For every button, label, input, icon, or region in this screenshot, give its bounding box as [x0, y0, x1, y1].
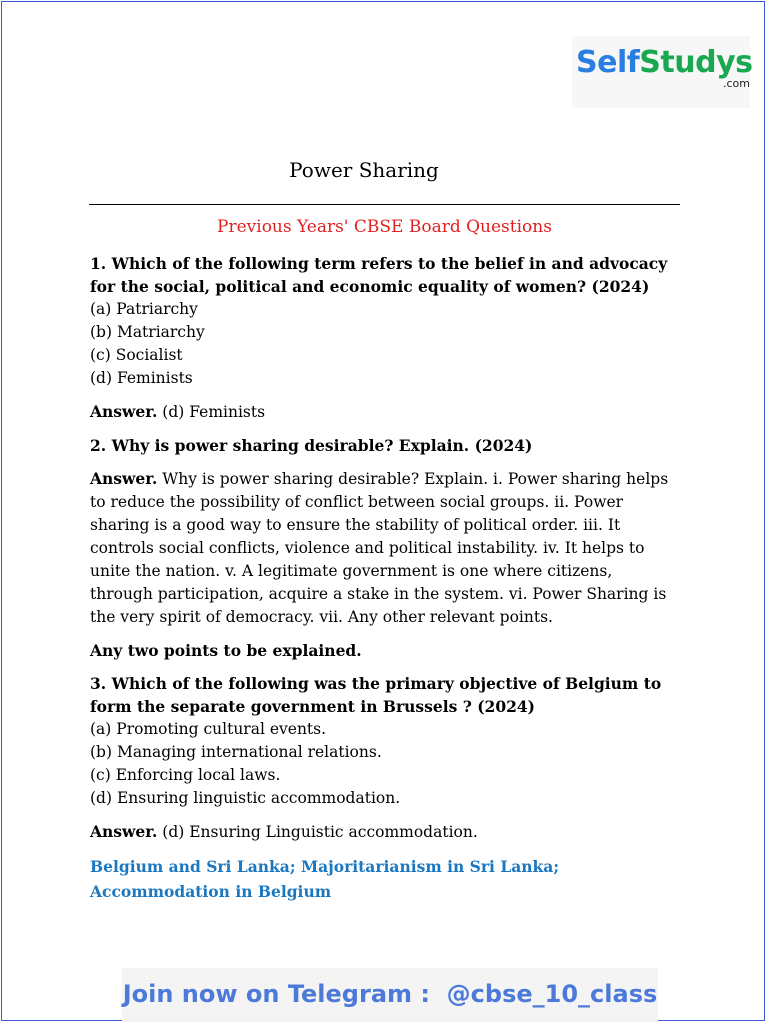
question-2-note: Any two points to be explained. [90, 641, 362, 660]
answer-label: Answer. [90, 469, 158, 488]
logo-part-self: Self [576, 45, 640, 80]
answer-label: Answer. [90, 822, 158, 841]
question-3-option-b: (b) Managing international relations. [90, 743, 382, 761]
question-1-option-c: (c) Socialist [90, 346, 183, 364]
page-title: Power Sharing [289, 158, 439, 182]
topic-link[interactable]: Belgium and Sri Lanka; Majoritarianism in Sri Lanka; Accommodation in Belgium [90, 857, 560, 901]
logo-tld: .com [723, 77, 750, 90]
section-heading: Previous Years' CBSE Board Questions [217, 217, 552, 237]
answer-text: (d) Ensuring Linguistic accommodation. [157, 823, 478, 841]
question-1-answer [90, 400, 680, 424]
question-3-option-c: (c) Enforcing local laws. [90, 766, 281, 784]
telegram-banner[interactable] [122, 968, 658, 1022]
title-divider [89, 204, 680, 205]
question-1: 1. Which of the following term refers to the belief in and advocacy for the social, political and economic equality of women? (2024) [90, 254, 668, 296]
question-list [90, 252, 680, 904]
selfstudys-logo[interactable] [572, 36, 753, 108]
question-2-answer [90, 467, 680, 629]
answer-text: Why is power sharing desirable? Explain. i. Power sharing helps to reduce the possibility of conflict between social groups. ii. Power sharing is a good way to ensure the stability of political order. iii. It controls social conflicts, violence and political instability. iv. It helps to unite the nation. v. A legitimate government is one where citizens, through participation, acquire a stake in the system. vi. Power Sharing is the very spirit of democracy. vii. Any other relevant points. [90, 470, 669, 626]
question-1-option-b: (b) Matriarchy [90, 323, 205, 341]
question-1-option-a: (a) Patriarchy [90, 300, 198, 318]
telegram-join-text: Join now on Telegram : @cbse_10_class [122, 980, 658, 1008]
question-3-option-d: (d) Ensuring linguistic accommodation. [90, 789, 401, 807]
question-3-option-a: (a) Promoting cultural events. [90, 720, 327, 738]
question-3: 3. Which of the following was the primary objective of Belgium to form the separate government in Brussels ? (2024) [90, 674, 662, 716]
answer-label: Answer. [90, 402, 158, 421]
logo-wordmark [576, 45, 753, 80]
logo-part-studys: Studys [639, 45, 753, 80]
question-3-answer [90, 820, 680, 844]
question-2: 2. Why is power sharing desirable? Explain. (2024) [90, 436, 533, 455]
question-1-option-d: (d) Feminists [90, 369, 193, 387]
answer-text: (d) Feminists [157, 403, 266, 421]
